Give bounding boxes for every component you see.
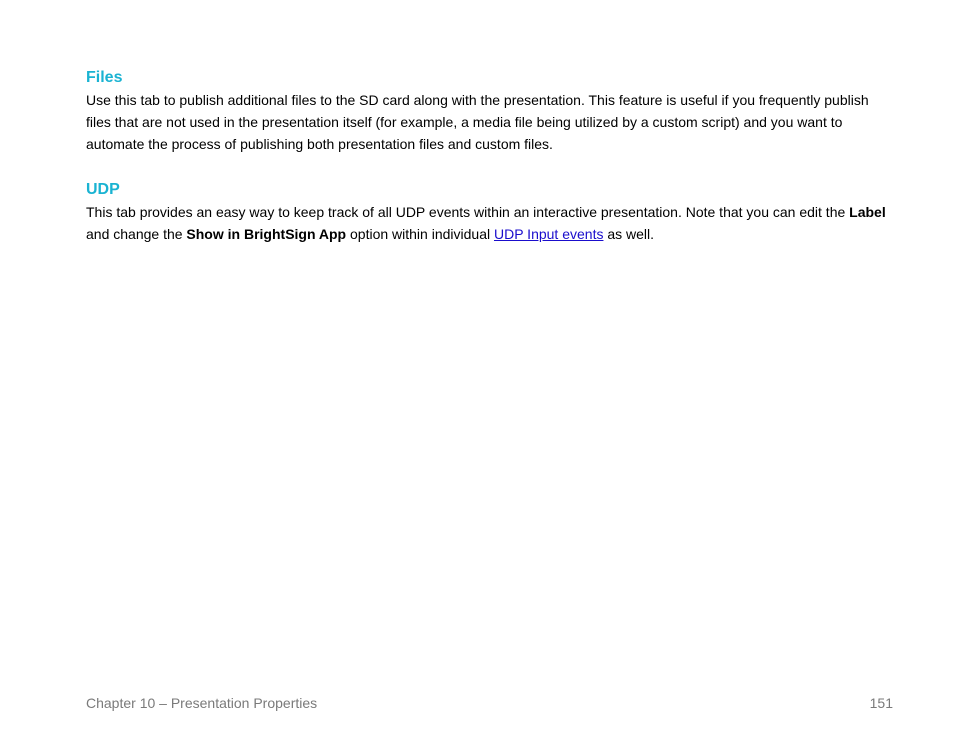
label-term: Label bbox=[849, 204, 886, 220]
footer-chapter: Chapter 10 – Presentation Properties bbox=[86, 695, 318, 711]
footer-page-number: 151 bbox=[869, 695, 893, 711]
udp-text-start: This tab provides an easy way to keep track of all UDP events within an interactive presentation. Note that you can edit the bbox=[86, 204, 850, 220]
udp-heading: UDP bbox=[86, 181, 120, 198]
udp-text-mid2: option within individual bbox=[346, 226, 494, 242]
udp-paragraph bbox=[86, 201, 886, 245]
udp-text-end: as well. bbox=[603, 226, 655, 242]
udp-input-events-link[interactable]: UDP Input events bbox=[493, 226, 604, 242]
show-in-brightsign-app-term: Show in BrightSign App bbox=[186, 226, 347, 242]
files-paragraph: Use this tab to publish additional files to the SD card along with the presentation. This feature is useful if you frequently publish files that are not used in the presentation itself (for example, a media file being utilized by a custom script) and you want to automate the process of publishing both presentation files and custom files. bbox=[86, 92, 869, 152]
files-heading: Files bbox=[86, 69, 123, 86]
udp-text-mid1: and change the bbox=[86, 226, 187, 242]
